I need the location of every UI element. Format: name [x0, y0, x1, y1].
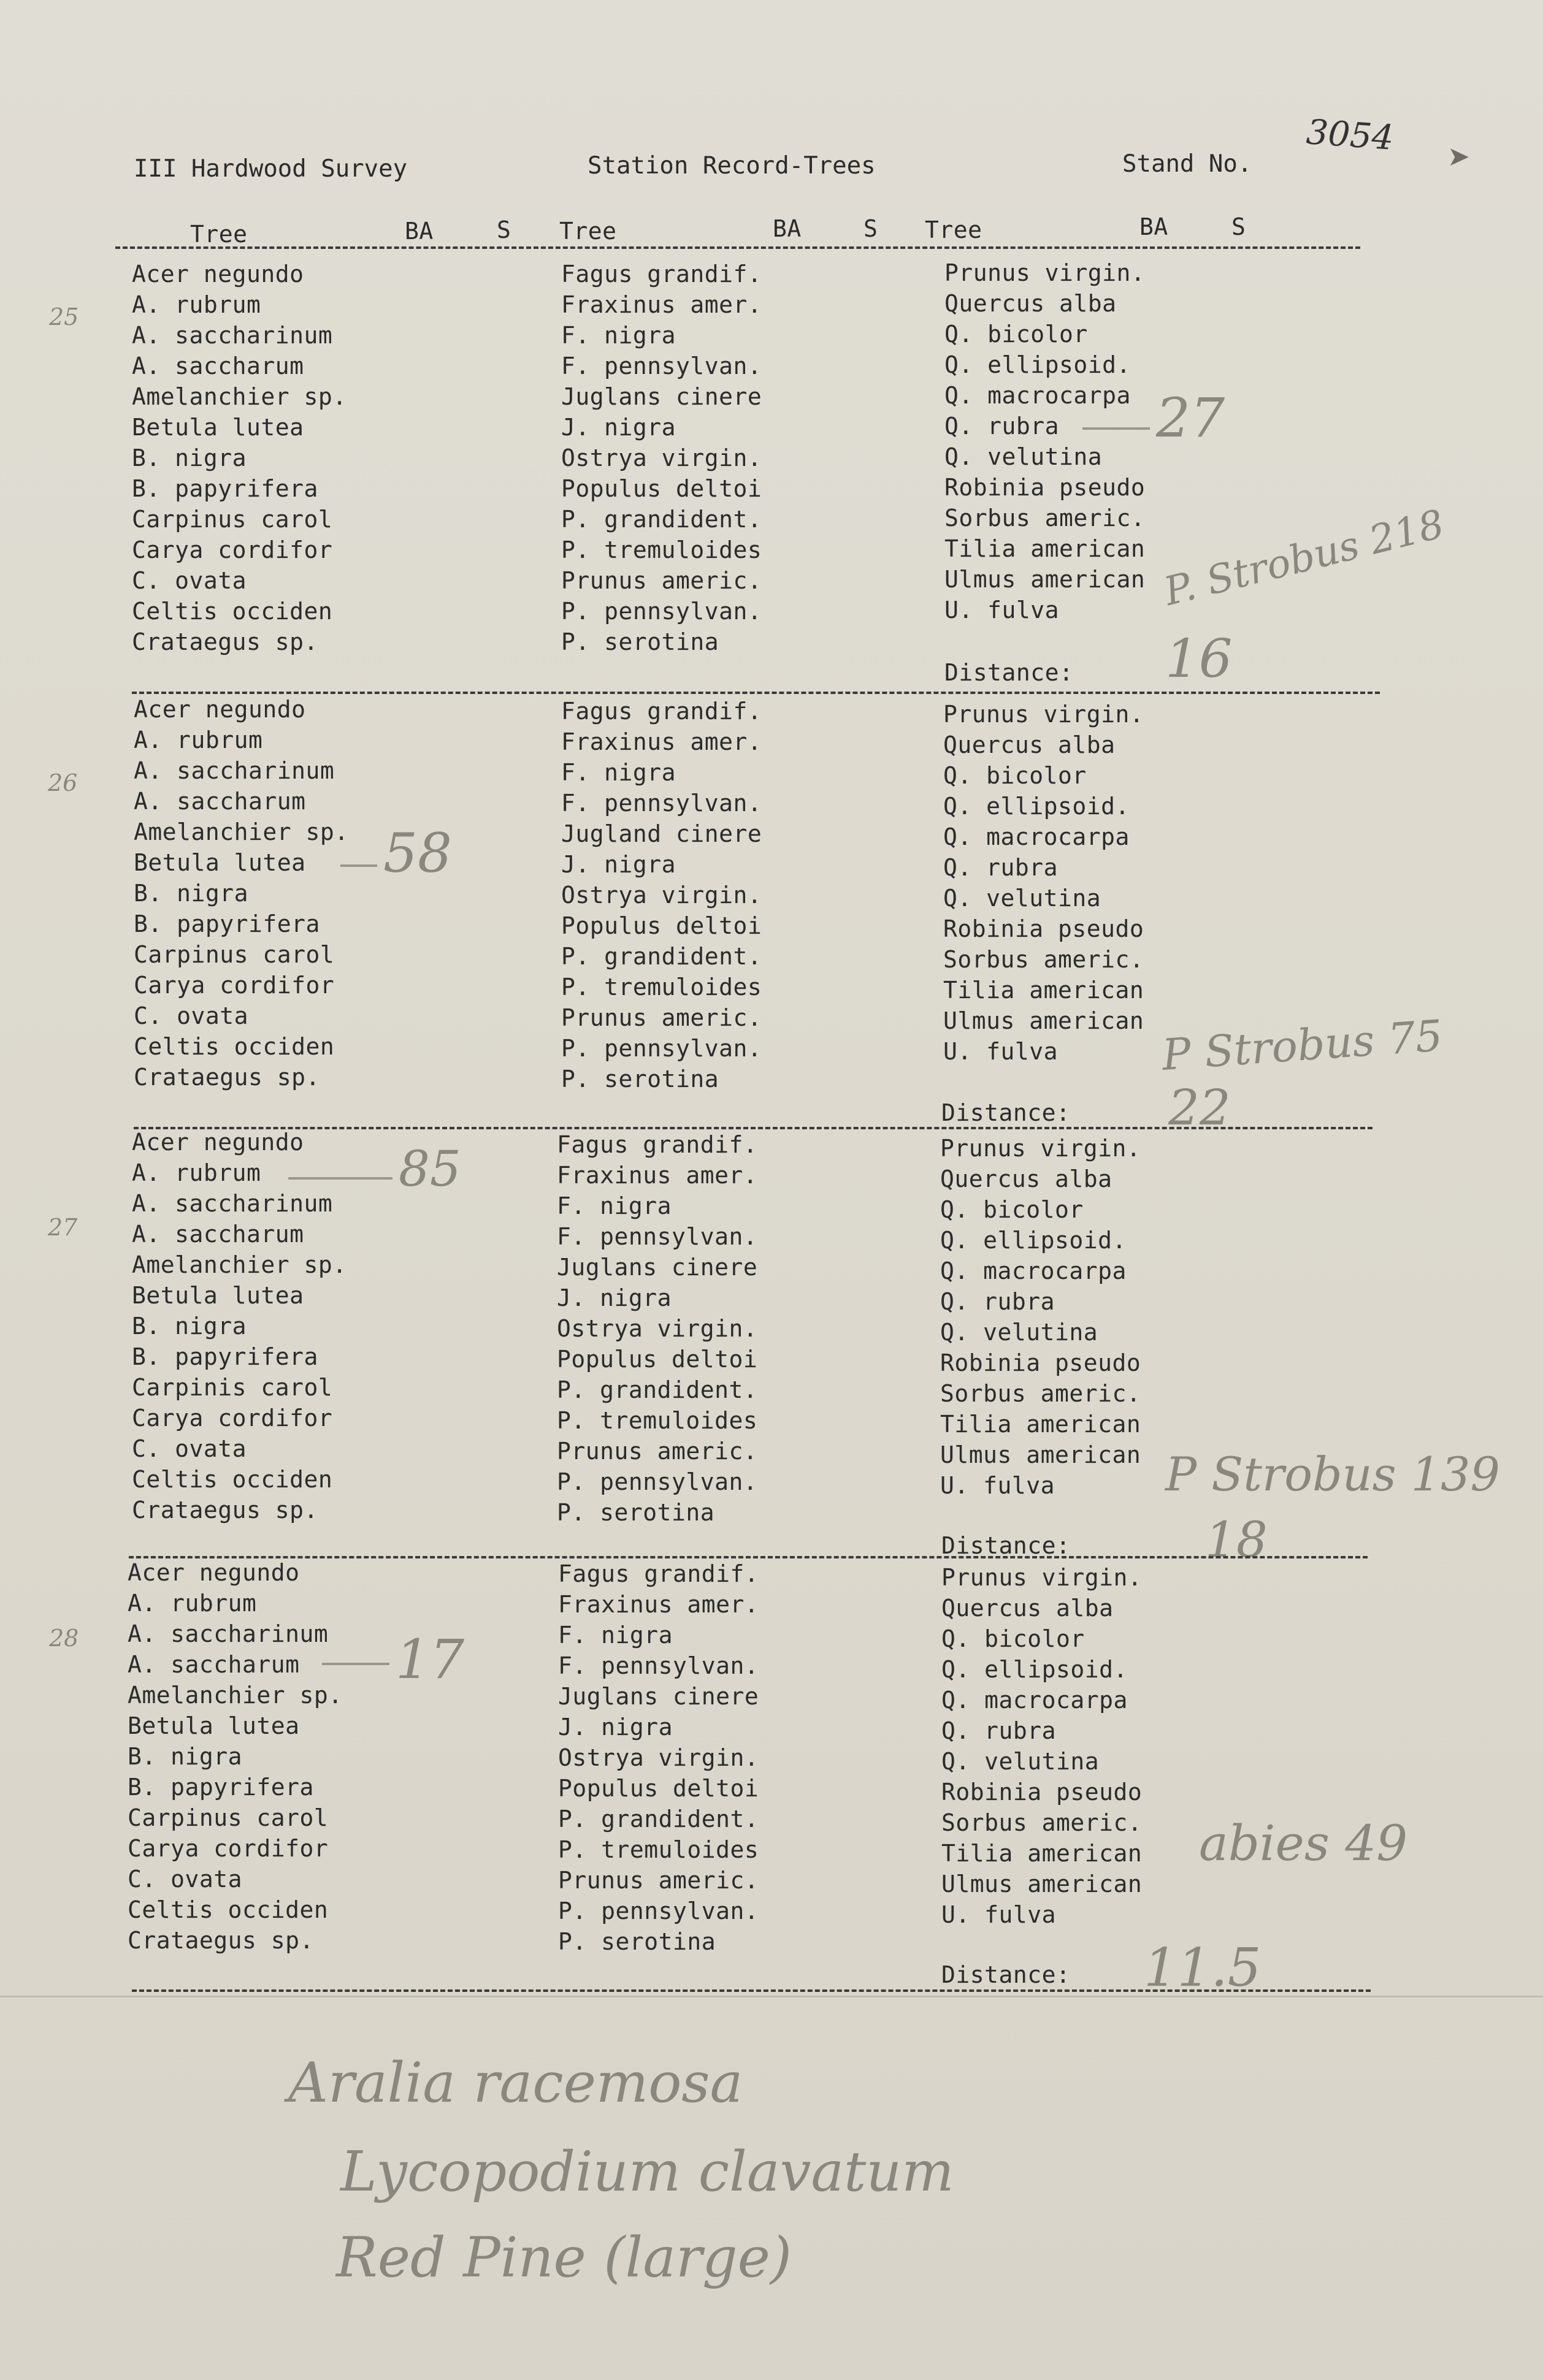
species-item: Tilia american [941, 1840, 1143, 1867]
species-item: P. tremuloides [557, 1407, 758, 1434]
species-item: Q. macrocarpa [941, 1687, 1128, 1714]
species-item: Carya cordifor [134, 972, 335, 999]
station-col-2 [561, 259, 762, 657]
stand-number: 3054 [1304, 112, 1395, 158]
species-item: Q. rubra [941, 1717, 1057, 1744]
species-item: Q. bicolor [940, 1196, 1084, 1223]
stand-label: Stand No. [1122, 150, 1252, 178]
species-item: Q. ellipsoid. [943, 793, 1130, 820]
species-item: Q. rubra [940, 1288, 1055, 1315]
species-item: F. nigra [558, 1622, 673, 1649]
station-col-2 [561, 696, 762, 1094]
species-item: Carya cordifor [132, 536, 333, 563]
species-item: A. rubrum [128, 1590, 257, 1617]
species-item: A. saccharinum [128, 1620, 329, 1647]
species-item: F. nigra [557, 1192, 672, 1219]
species-item: Quercus alba [940, 1165, 1112, 1192]
species-item: Fagus grandif. [561, 698, 762, 725]
species-item: Ostrya virgin. [561, 444, 762, 471]
col-header-s-1: S [497, 216, 511, 243]
species-item: F. pennsylvan. [557, 1223, 758, 1250]
species-item: Carpinus carol [128, 1804, 329, 1831]
species-item: J. nigra [561, 414, 676, 441]
species-item: Prunus virgin. [944, 259, 1146, 286]
extra-species-note: abies 49 [1199, 1815, 1408, 1872]
species-item: Q. rubra [944, 413, 1060, 440]
species-item: Crataegus sp. [134, 1064, 320, 1091]
distance-label: Distance: [941, 1532, 1071, 1559]
species-item: P. pennsylvan. [557, 1468, 758, 1495]
footer-note: Red Pine (large) [336, 2226, 792, 2290]
col-header-tree-1: Tree [190, 221, 248, 248]
species-item: U. fulva [944, 597, 1060, 624]
station-number: 26 [48, 769, 78, 796]
species-item: Ostrya virgin. [558, 1744, 759, 1771]
species-item: Sorbus americ. [941, 1809, 1143, 1836]
species-item: Q. macrocarpa [944, 382, 1131, 409]
species-item: P. tremuloides [558, 1836, 759, 1863]
species-item: Carya cordifor [128, 1835, 329, 1862]
species-item: C. ovata [132, 1435, 247, 1462]
species-item: Prunus americ. [557, 1438, 758, 1465]
extra-species-note: P. Strobus 218 [1160, 502, 1449, 615]
species-item: Q. ellipsoid. [944, 351, 1131, 378]
col-header-tree-3: Tree [925, 216, 982, 243]
species-item: B. nigra [128, 1743, 243, 1770]
species-item: P. grandident. [561, 506, 762, 533]
species-item: Ostrya virgin. [557, 1315, 758, 1342]
species-item: Acer negundo [128, 1559, 300, 1586]
station-rule [132, 1989, 1371, 1992]
species-item: U. fulva [941, 1901, 1057, 1928]
header-rule [115, 246, 1360, 249]
tally-stroke [340, 864, 377, 867]
distance-label: Distance: [941, 1961, 1071, 1988]
species-item: F. nigra [561, 759, 676, 786]
species-item: Prunus americ. [561, 567, 762, 594]
species-item: Quercus alba [944, 290, 1117, 317]
species-item: P. tremuloides [561, 974, 762, 1001]
species-item: B. nigra [132, 444, 247, 471]
species-item: J. nigra [557, 1284, 672, 1311]
species-item: Fraxinus amer. [561, 291, 762, 318]
species-item: P. serotina [561, 1066, 719, 1093]
species-item: Fagus grandif. [557, 1131, 758, 1158]
species-item: B. papyrifera [132, 475, 318, 502]
species-item: B. papyrifera [128, 1774, 314, 1801]
species-item: Tilia american [940, 1411, 1141, 1438]
species-item: P. grandident. [557, 1376, 758, 1403]
species-item: Acer negundo [132, 1129, 304, 1156]
species-item: Ostrya virgin. [561, 882, 762, 909]
species-item: Betula lutea [132, 1282, 304, 1309]
species-item: J. nigra [561, 851, 676, 878]
species-item: Q. macrocarpa [940, 1257, 1127, 1284]
species-item: Juglans cinere [561, 383, 762, 410]
species-item: Crataegus sp. [132, 628, 318, 655]
species-item: A. rubrum [132, 291, 261, 318]
station-number: 27 [48, 1214, 78, 1241]
species-item: Prunus virgin. [941, 1564, 1143, 1591]
species-item: Fagus grandif. [558, 1560, 759, 1587]
species-item: Q. ellipsoid. [940, 1227, 1127, 1254]
check-mark-icon: ➤ [1447, 141, 1470, 172]
station-col-1 [132, 1127, 347, 1525]
species-item: Tilia american [943, 977, 1144, 1004]
species-item: C. ovata [132, 567, 247, 594]
species-item: C. ovata [128, 1866, 243, 1893]
species-item: C. ovata [134, 1002, 249, 1029]
species-item: P. pennsylvan. [558, 1898, 759, 1924]
species-item: U. fulva [943, 1038, 1059, 1065]
species-item: Prunus virgin. [940, 1135, 1141, 1162]
species-item: Robinia pseudo [944, 474, 1146, 501]
extra-species-note: P Strobus 75 [1160, 1010, 1444, 1080]
paper-fold [0, 1996, 1543, 1997]
species-item: Betula lutea [134, 849, 306, 876]
species-item: P. serotina [557, 1499, 715, 1526]
col-header-s-2: S [863, 215, 878, 242]
species-item: Juglans cinere [558, 1683, 759, 1710]
species-item: Ulmus american [944, 566, 1146, 593]
tally-stroke [1082, 427, 1150, 430]
species-item: J. nigra [558, 1714, 673, 1741]
species-item: Sorbus americ. [940, 1380, 1141, 1407]
col-header-ba-3: BA [1139, 213, 1168, 240]
tally-value: 58 [383, 822, 452, 885]
species-item: Sorbus americ. [943, 946, 1144, 973]
species-item: Crataegus sp. [128, 1927, 314, 1954]
species-item: A. saccharinum [132, 1190, 333, 1217]
col-header-ba-1: BA [405, 218, 434, 245]
species-item: Amelanchier sp. [134, 818, 349, 845]
distance-label: Distance: [944, 659, 1074, 686]
species-item: Robinia pseudo [943, 915, 1144, 942]
distance-label: Distance: [941, 1099, 1071, 1126]
species-item: Celtis occiden [132, 1466, 333, 1493]
station-col-2 [558, 1558, 759, 1957]
species-item: Q. bicolor [944, 321, 1088, 348]
species-item: Fagus grandif. [561, 261, 762, 288]
station-col-1 [132, 259, 347, 657]
species-item: Carpinis carol [132, 1374, 333, 1401]
footer-note: Aralia racemosa [288, 2051, 743, 2115]
species-item: A. rubrum [132, 1159, 261, 1186]
species-item: F. pennsylvan. [561, 790, 762, 817]
distance-value: 11.5 [1144, 1937, 1262, 1999]
station-number: 28 [49, 1625, 79, 1652]
species-item: Robinia pseudo [941, 1779, 1143, 1806]
species-item: Carpinus carol [134, 941, 335, 968]
species-item: Q. velutina [943, 885, 1101, 912]
species-item: A. saccharinum [132, 322, 333, 349]
species-item: Jugland cinere [561, 820, 762, 847]
species-item: Carpinus carol [132, 506, 333, 533]
species-item: Carya cordifor [132, 1405, 333, 1432]
species-item: F. nigra [561, 322, 676, 349]
form-title: III Hardwood Survey [134, 155, 408, 183]
species-item: Acer negundo [134, 696, 306, 723]
tally-value: 27 [1156, 386, 1225, 449]
col-header-ba-2: BA [773, 215, 802, 242]
station-col-3 [943, 699, 1144, 1067]
species-item: A. saccharinum [134, 757, 335, 784]
species-item: P. serotina [558, 1928, 716, 1955]
species-item: Crataegus sp. [132, 1497, 318, 1524]
species-item: Ulmus american [943, 1007, 1144, 1034]
species-item: Tilia american [944, 535, 1146, 562]
species-item: Amelanchier sp. [128, 1682, 343, 1709]
species-item: Celtis occiden [132, 598, 333, 625]
col-header-tree-2: Tree [559, 218, 617, 245]
station-col-3 [944, 257, 1145, 625]
species-item: Betula lutea [128, 1712, 300, 1739]
form-subtitle: Station Record-Trees [588, 152, 876, 180]
station-col-3 [940, 1133, 1141, 1501]
species-item: A. rubrum [134, 727, 263, 753]
species-item: Juglans cinere [557, 1254, 758, 1281]
station-col-1 [134, 694, 349, 1093]
col-header-s-3: S [1231, 213, 1246, 240]
species-item: Prunus americ. [561, 1004, 762, 1031]
species-item: B. nigra [134, 880, 249, 907]
species-item: Q. bicolor [943, 762, 1087, 789]
species-item: Celtis occiden [134, 1033, 335, 1060]
species-item: Populus deltoi [557, 1346, 758, 1373]
species-item: Q. velutina [940, 1319, 1098, 1346]
species-item: B. papyrifera [134, 910, 320, 937]
species-item: Q. ellipsoid. [941, 1656, 1128, 1683]
species-item: A. saccharum [132, 1221, 304, 1248]
station-col-2 [557, 1129, 757, 1528]
distance-value: 22 [1168, 1079, 1231, 1136]
extra-species-note: P Strobus 139 [1165, 1447, 1500, 1501]
species-item: P. pennsylvan. [561, 1035, 762, 1062]
station-number: 25 [49, 303, 79, 330]
species-item: Betula lutea [132, 414, 304, 441]
species-item: U. fulva [940, 1472, 1055, 1499]
station-col-3 [941, 1562, 1142, 1930]
species-item: A. saccharum [128, 1651, 300, 1678]
tally-stroke [322, 1663, 389, 1665]
species-item: Q. macrocarpa [943, 823, 1130, 850]
footer-note: Lycopodium clavatum [340, 2140, 954, 2204]
species-item: Amelanchier sp. [132, 1251, 347, 1278]
species-item: Sorbus americ. [944, 505, 1146, 532]
species-item: Populus deltoi [561, 912, 762, 939]
species-item: Fraxinus amer. [558, 1591, 759, 1618]
tally-value: 85 [399, 1140, 461, 1197]
species-item: B. papyrifera [132, 1343, 318, 1370]
species-item: Q. bicolor [941, 1625, 1085, 1652]
species-item: P. grandident. [558, 1806, 759, 1833]
distance-value: 18 [1205, 1511, 1268, 1568]
species-item: F. pennsylvan. [561, 353, 762, 380]
species-item: Celtis occiden [128, 1896, 329, 1923]
tally-stroke [288, 1177, 392, 1180]
species-item: A. saccharum [134, 788, 306, 815]
tally-value: 17 [396, 1628, 464, 1691]
species-item: P. grandident. [561, 943, 762, 970]
species-item: Robinia pseudo [940, 1349, 1141, 1376]
species-item: Q. velutina [941, 1748, 1100, 1775]
species-item: P. pennsylvan. [561, 598, 762, 625]
species-item: Fraxinus amer. [557, 1162, 758, 1189]
species-item: Populus deltoi [558, 1775, 759, 1802]
species-item: F. pennsylvan. [558, 1652, 759, 1679]
species-item: Prunus virgin. [943, 701, 1144, 728]
species-item: Quercus alba [941, 1595, 1114, 1622]
station-col-1 [128, 1557, 343, 1956]
species-item: Prunus americ. [558, 1867, 759, 1894]
species-item: Q. velutina [944, 443, 1103, 470]
species-item: A. saccharum [132, 353, 304, 380]
species-item: P. tremuloides [561, 536, 762, 563]
species-item: Populus deltoi [561, 475, 762, 502]
species-item: Acer negundo [132, 261, 304, 288]
species-item: B. nigra [132, 1313, 247, 1340]
species-item: Ulmus american [941, 1871, 1143, 1898]
distance-value: 16 [1165, 628, 1233, 690]
species-item: Ulmus american [940, 1441, 1141, 1468]
species-item: P. serotina [561, 628, 719, 655]
species-item: Fraxinus amer. [561, 728, 762, 755]
species-item: Amelanchier sp. [132, 383, 347, 410]
species-item: Quercus alba [943, 731, 1116, 758]
species-item: Q. rubra [943, 854, 1059, 881]
